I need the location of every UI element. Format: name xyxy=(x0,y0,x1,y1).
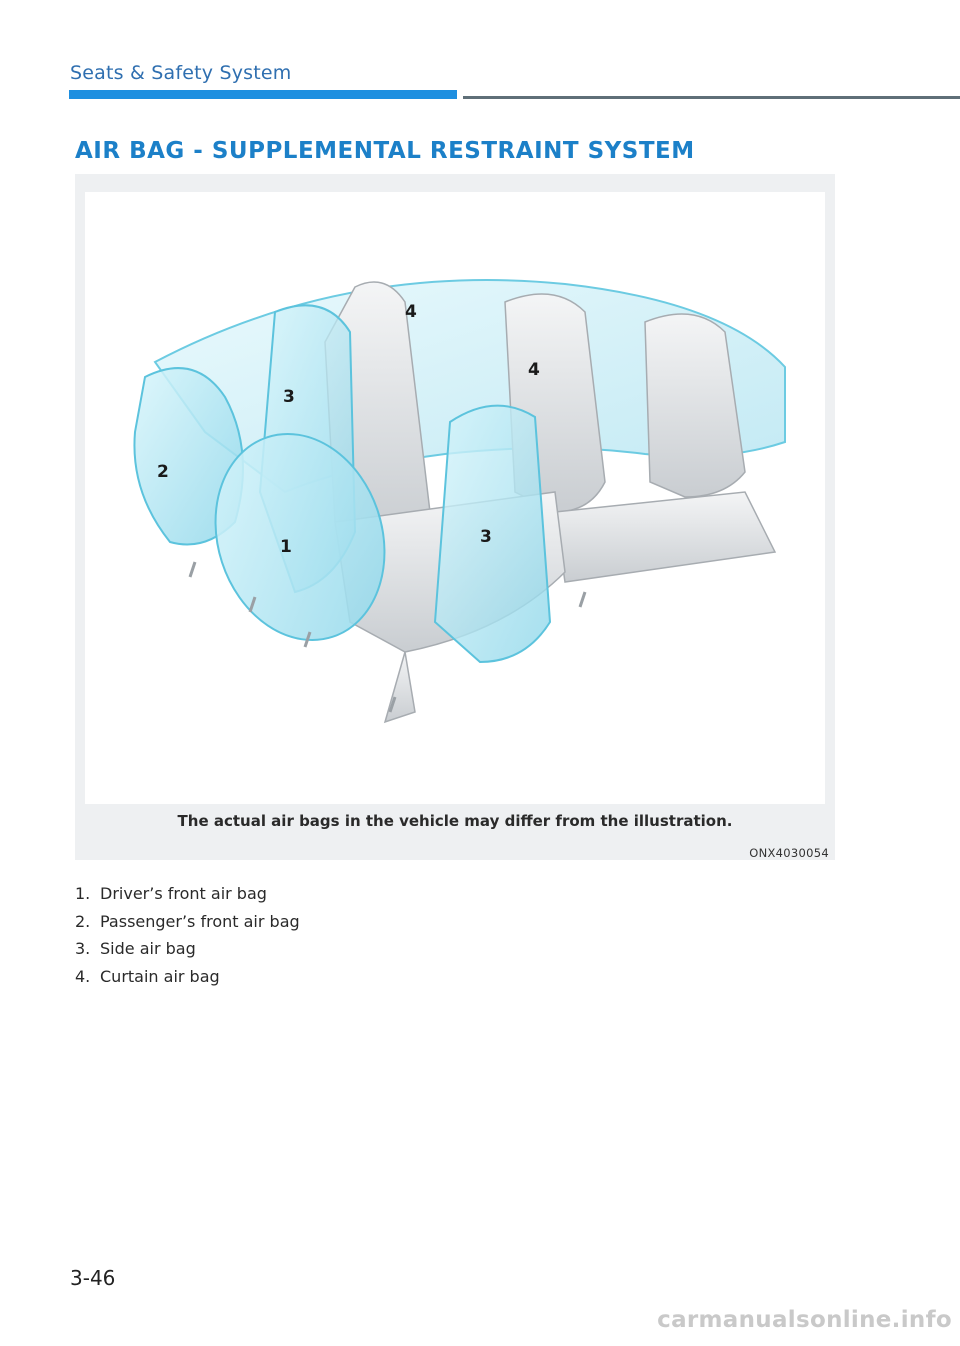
section-header: Seats & Safety System xyxy=(70,62,292,84)
page-title: AIR BAG - SUPPLEMENTAL RESTRAINT SYSTEM xyxy=(75,138,695,164)
airbag-illustration xyxy=(85,192,825,804)
header-rule xyxy=(463,96,960,99)
legend-number: 1. xyxy=(75,884,91,903)
legend-item xyxy=(75,908,300,936)
legend-number: 4. xyxy=(75,966,91,986)
callout-side-airbag-front: 3 xyxy=(283,387,295,407)
legend-text: Curtain air bag xyxy=(100,966,220,986)
legend-text: Driver’s front air bag xyxy=(100,884,267,903)
callout-driver-airbag: 1 xyxy=(280,537,292,557)
figure-code: ONX4030054 xyxy=(749,846,829,860)
legend-item xyxy=(75,935,300,963)
legend-item xyxy=(75,880,300,908)
page-number: 3-46 xyxy=(70,1266,116,1290)
airbag-legend xyxy=(75,880,300,990)
callout-passenger-airbag: 2 xyxy=(157,462,169,482)
side-airbag-rear xyxy=(435,406,550,662)
legend-text: Passenger’s front air bag xyxy=(100,911,300,931)
callout-curtain-airbag-rear: 4 xyxy=(528,360,540,380)
figure-caption: The actual air bags in the vehicle may differ from the illustration. xyxy=(177,812,733,830)
legend-item xyxy=(75,963,300,991)
header-rule-accent xyxy=(69,90,457,99)
callout-curtain-airbag-front: 4 xyxy=(405,302,417,322)
legend-number: 2. xyxy=(75,911,91,931)
watermark: carmanualsonline.info xyxy=(657,1307,952,1333)
legend-text: Side air bag xyxy=(100,939,196,958)
callout-side-airbag-rear: 3 xyxy=(480,527,492,547)
airbag-figure xyxy=(75,174,835,860)
legend-number: 3. xyxy=(75,939,91,958)
